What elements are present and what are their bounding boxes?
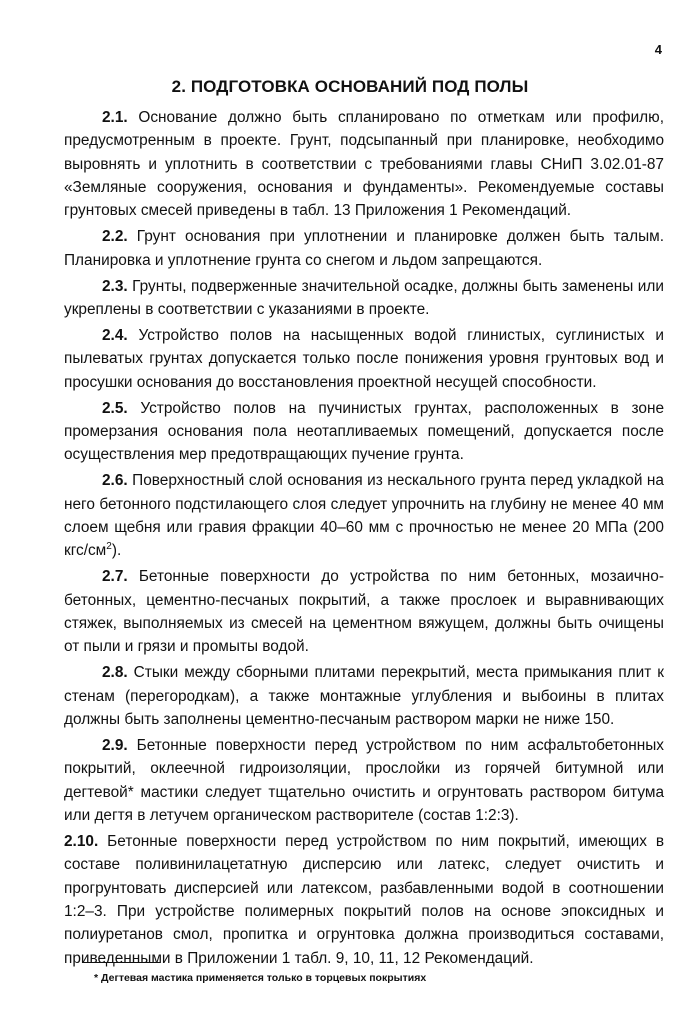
paragraph-text: Бетонные поверхности до устройства по ним бетонных, мозаично-бетонных, цементно-песчаных покрытий, а также прослоек и выравнивающих стяжек, выполняемых из смесей на цементном вяжущем, должны быть очищены от пыли и грязи и промыты водой. [64, 568, 664, 656]
footnote: * Дегтевая мастика применяется только в торцевых покрытиях [94, 972, 427, 984]
paragraph-number: 2.1. [102, 109, 128, 126]
paragraph-text: Устройство полов на пучинистых грунтах, расположенных в зоне промерзания основания пола неотапливаемых помещений, допускается после осуществления мер предотвращающих пучение грунта. [64, 399, 665, 464]
paragraph-text: Грунты, подверженные значительной осадке, должны быть заменены или укреплены в соответствии с указаниями в проекте. [64, 277, 664, 318]
page-number: 4 [654, 42, 662, 57]
paragraph-2-6 [64, 469, 664, 562]
superscript: 2 [106, 541, 112, 553]
paragraph-number: 2.6. [102, 472, 128, 490]
paragraph-text: Бетонные поверхности перед устройством по ним асфальтобетонных покрытий, оклеечной гидроизоляции, прослойки из горячей битумной или дегтевой* мастики следует тщательно очистить и огрунтовать раствором битума или дегтя в летучем органическом растворителе (состав 1:2:3). [64, 737, 664, 824]
paragraph-text: Устройство полов на насыщенных водой глинистых, суглинистых и пылеватых грунтах допускается только после понижения уровня грунтовых вод и просушки основания до восстановления проектной несущей способности. [64, 327, 664, 391]
paragraph-2-9 [64, 734, 664, 827]
footnote-divider [82, 962, 160, 963]
paragraph-text: Бетонные поверхности перед устройством по ним покрытий, имеющих в составе поливинилацетатную дисперсию или латекс, следует очистить и прогрунтовать дисперсией или латексом, разбавленными водой в соотношении 1:2–3. При устройстве полимерных покрытий полов на основе эпоксидных и полиуретанов смол, пропитка и огрунтовка должна производиться составами, приведенными в Приложении 1 табл. 9, 10, 11, 12 Рекомендаций. [64, 833, 664, 967]
paragraph-text: Стыки между сборными плитами перекрытий, места примыкания плит к стенам (перегородкам), а также монтажные углубления и выбоины в плитах должны быть заполнены цементно-песчаным раствором марки не ниже 150. [64, 664, 664, 728]
paragraph-number: 2.10. [64, 833, 99, 851]
paragraph-2-1 [64, 106, 664, 222]
paragraph-2-10 [64, 830, 664, 970]
paragraph-text: Грунт основания при уплотнении и планировке должен быть талым. Планировка и уплотнение грунта со снегом и льдом запрещаются. [64, 228, 664, 269]
paragraph-number: 2.4. [102, 327, 128, 345]
paragraph-2-2 [64, 225, 664, 272]
paragraph-number: 2.5. [102, 399, 128, 417]
paragraph-text: Поверхностный слой основания из нескального грунта перед укладкой на него бетонного подстилающего слоя следует упрочнить на глубину не менее 40 мм слоем щебня или гравия фракции 40–60 мм с прочностью не менее 20 МПа (200 кгс/см [64, 472, 664, 560]
paragraph-text: Основание должно быть спланировано по отметкам или профилю, предусмотренным в проекте. Грунт, подсыпанный при планировке, необходимо выровнять и уплотнить в соответствии с требованиями главы СНиП 3.02.01-87 «Земляные сооружения, основания и фундаменты». Рекомендуемые составы грунтовых смесей приведены в табл. 13 Приложения 1 Рекомендаций. [64, 109, 664, 220]
body-text [64, 106, 664, 973]
paragraph-number: 2.7. [102, 568, 128, 586]
section-heading: 2. ПОДГОТОВКА ОСНОВАНИЙ ПОД ПОЛЫ [171, 77, 529, 96]
paragraph-2-4 [64, 324, 664, 394]
paragraph-tail: ). [111, 542, 122, 560]
paragraph-2-7 [64, 565, 664, 658]
paragraph-number: 2.9. [102, 737, 128, 755]
paragraph-2-5 [64, 397, 664, 467]
paragraph-2-8 [64, 661, 664, 731]
paragraph-number: 2.8. [102, 664, 128, 682]
paragraph-2-3 [64, 275, 664, 322]
paragraph-number: 2.3. [102, 277, 128, 295]
paragraph-number: 2.2. [102, 228, 128, 246]
